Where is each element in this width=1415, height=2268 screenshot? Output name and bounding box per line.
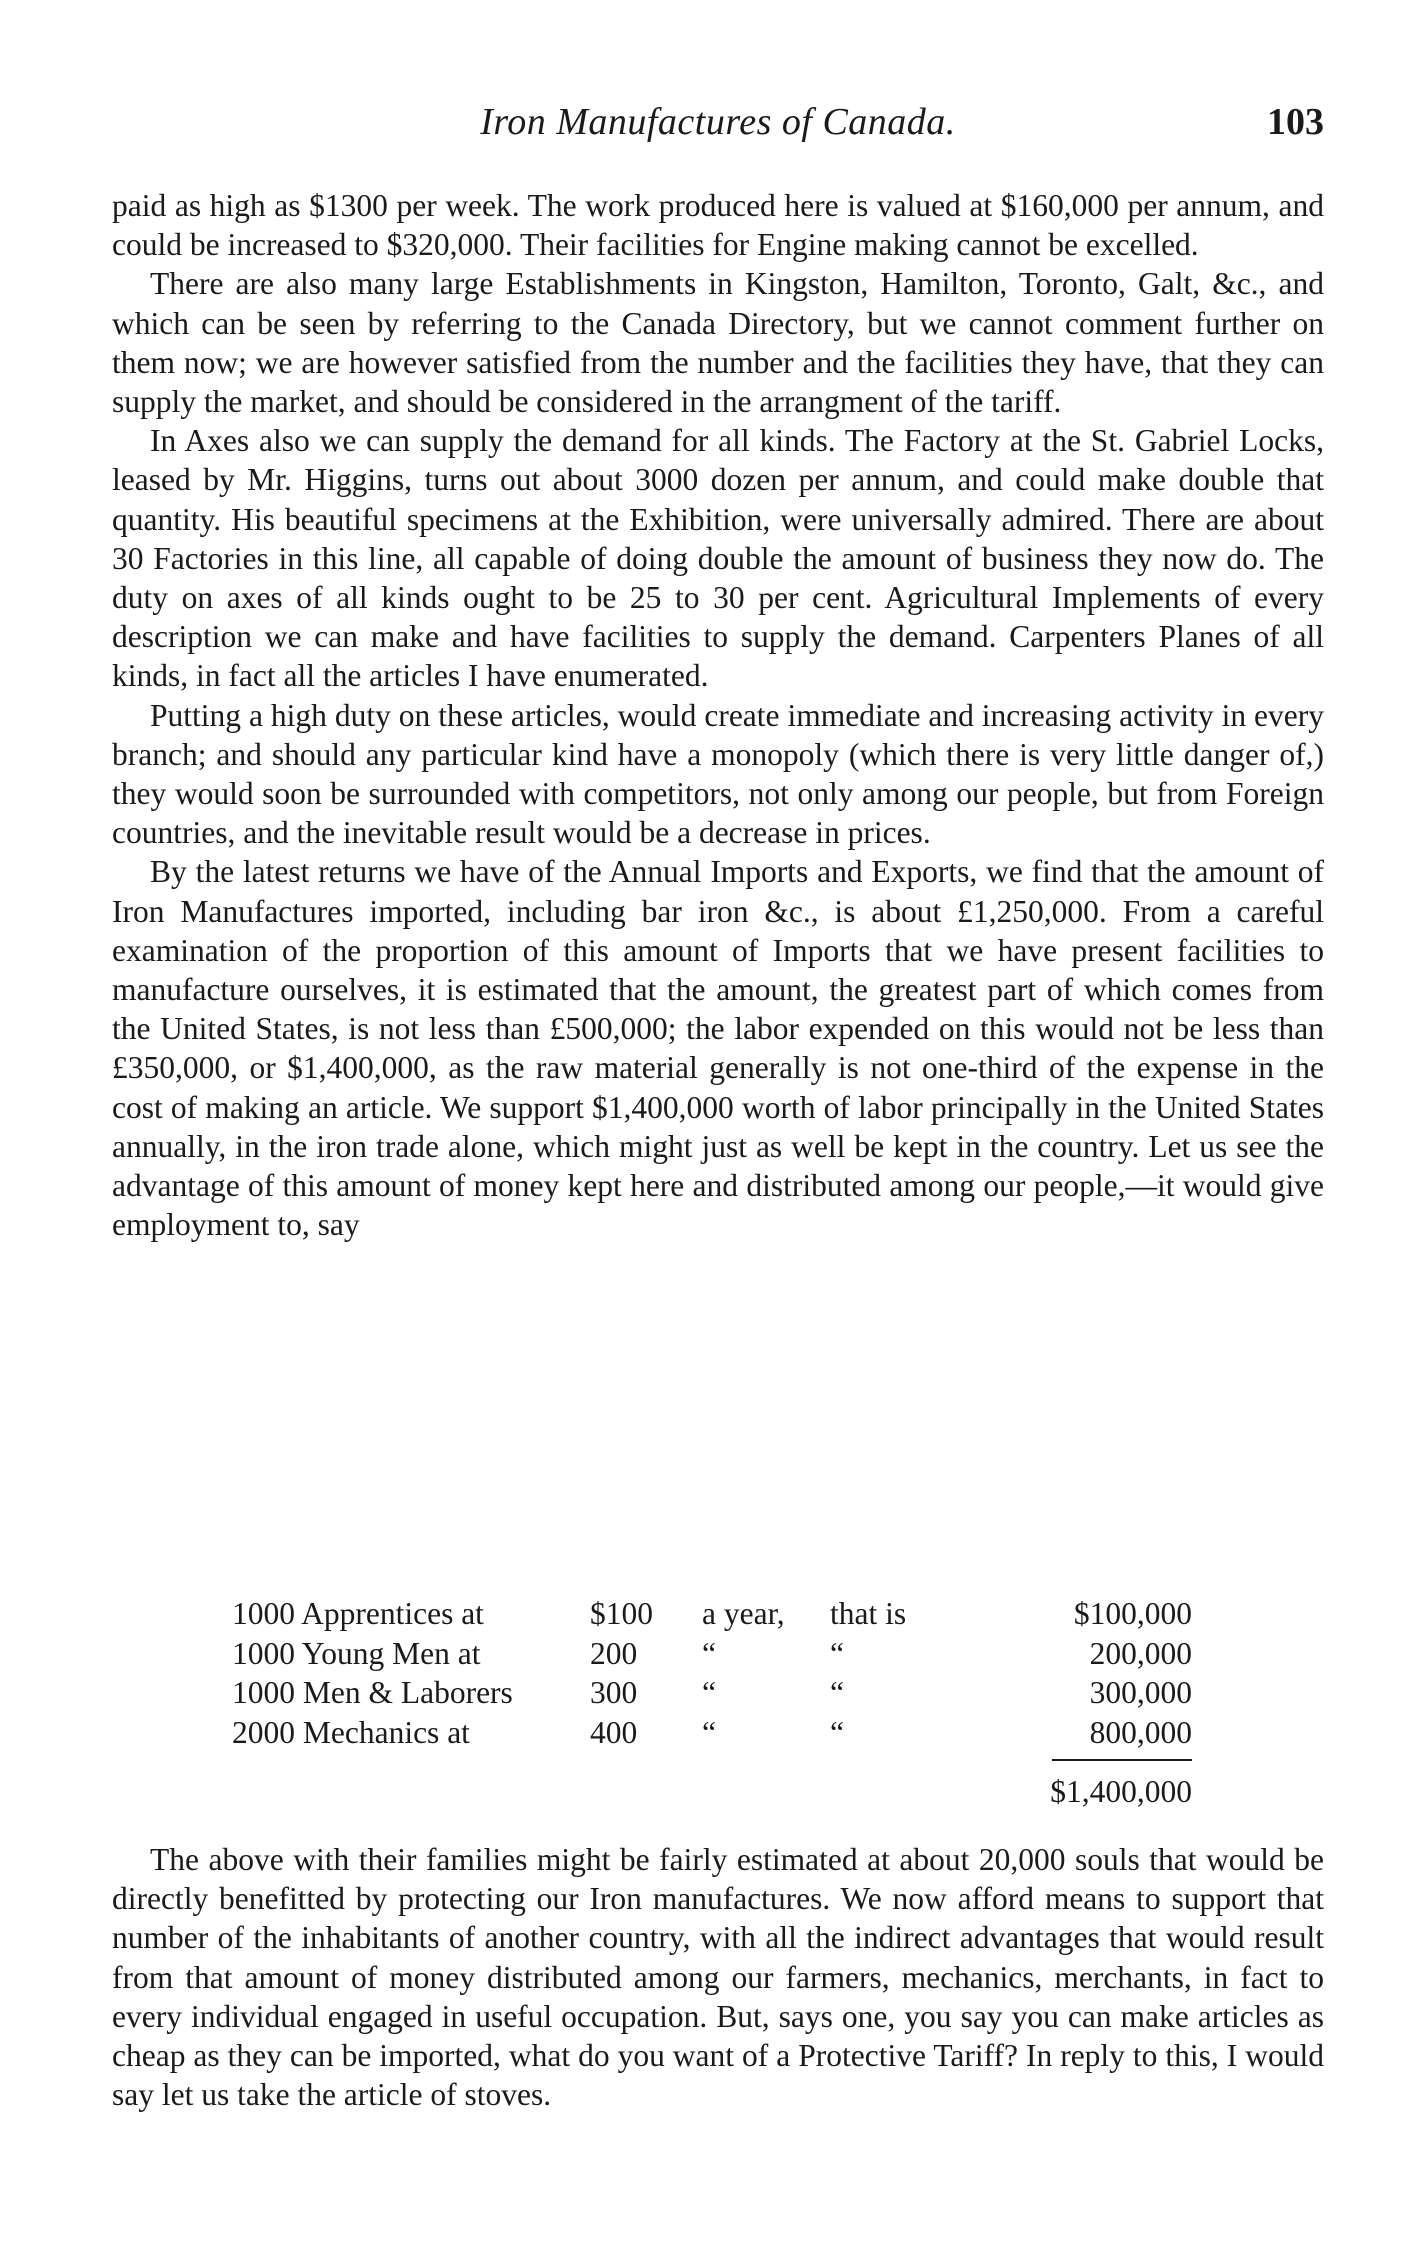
- row-rate: 400: [590, 1714, 638, 1750]
- paragraph-continued: paid as high as $1300 per week. The work produced here is valued at $160,000 per annum, and could be increased to $320,000. Their facilities for Engine making cannot be excelled.: [112, 188, 1324, 263]
- running-head: [112, 100, 1324, 148]
- row-ditto-1: “: [702, 1714, 716, 1750]
- body-text: [112, 186, 1324, 1244]
- row-amount: 200,000: [1089, 1635, 1192, 1671]
- sum-rule: [1052, 1759, 1192, 1761]
- row-ditto-2: “: [830, 1714, 844, 1750]
- paragraph-axes: In Axes also we can supply the demand for all kinds. The Factory at the St. Gabriel Locks, leased by Mr. Higgins, turns out about 3000 dozen per annum, and could make double that quantity. His beautiful specimens at the Exhibition, were universally admired. There are about 30 Factories in this line, all capable of doing double the amount of business they now do. The duty on axes of all kinds ought to be 25 to 30 per cent. Agricultural Implements of every description we can make and have facilities to supply the demand. Carpenters Planes of all kinds, in fact all the articles I have enumerated.: [112, 423, 1324, 694]
- row-ditto-1: “: [702, 1635, 716, 1671]
- row-label: 2000 Mechanics at: [232, 1714, 470, 1750]
- paragraph-establishments: There are also many large Establishments in Kingston, Hamilton, Toronto, Galt, &c., and which can be seen by referring to the Canada Directory, but we cannot comment further on them now; we are however satisfied from the number and the facilities they have, that they can supply the market, and should be considered in the arrangment of the tariff.: [112, 266, 1324, 420]
- row-rate: 200: [590, 1635, 638, 1671]
- table-row: [232, 1715, 1192, 1755]
- row-ditto-2: that is: [830, 1596, 907, 1631]
- row-label: 1000 Apprentices at: [232, 1596, 484, 1631]
- table-row: [232, 1636, 1192, 1676]
- paragraph-high-duty: Putting a high duty on these articles, would create immediate and increasing activity in every branch; and should any particular kind have a monopoly (which there is very little danger of,) they would soon be surrounded with competitors, not only among our people, but from Foreign countries, and the inevitable result would be a decrease in prices.: [112, 697, 1324, 851]
- row-label: 1000 Men & Laborers: [232, 1675, 513, 1710]
- paragraph-imports: By the latest returns we have of the Annual Imports and Exports, we find that the amount of Iron Manufactures imported, including bar iron &c., is about £1,250,000. From a careful examination of the proportion of this amount of Imports that we have present facilities to manufacture ourselves, it is estimated that the amount, the greatest part of which comes from the United States, is not less than £500,000; the labor expended on this would not be less than £350,000, or $1,400,000, as the raw material generally is not one-third of the expense in the cost of making an article. We support $1,400,000 worth of labor principally in the United States annually, in the iron trade alone, which might just as well be kept in the country. Let us see the advantage of this amount of money kept here and distributed among our people,—it would give employment to, say: [112, 854, 1324, 1243]
- row-rate: 300: [590, 1675, 638, 1710]
- table-row: [232, 1675, 1192, 1715]
- row-ditto-2: “: [830, 1675, 844, 1710]
- closing-text: [112, 1840, 1324, 2114]
- table-row: [232, 1596, 1192, 1636]
- table-total: $1,400,000: [1050, 1774, 1192, 1809]
- employment-table: [232, 1596, 1192, 1754]
- row-amount: 300,000: [1089, 1675, 1192, 1710]
- page-number: 103: [1267, 101, 1324, 143]
- row-ditto-2: “: [830, 1635, 844, 1671]
- paragraph-closing: The above with their families might be fairly estimated at about 20,000 souls that would be directly benefitted by protecting our Iron manufactures. We now afford means to support that number of the inhabitants of another country, with all the indirect advantages that would result from that amount of money distributed among our farmers, mechanics, merchants, in fact to every individual engaged in useful occupation. But, says one, you say you can make articles as cheap as they can be imported, what do you want of a Protective Tariff? In reply to this, I would say let us take the article of stoves.: [112, 1842, 1324, 2113]
- row-ditto-1: “: [702, 1675, 716, 1710]
- row-label: 1000 Young Men at: [232, 1635, 481, 1671]
- running-title: Iron Manufactures of Canada.: [480, 101, 956, 143]
- row-amount: 800,000: [1089, 1714, 1192, 1750]
- row-rate: $100: [590, 1596, 653, 1631]
- row-amount: $100,000: [1073, 1596, 1192, 1631]
- row-ditto-1: a year,: [702, 1596, 785, 1631]
